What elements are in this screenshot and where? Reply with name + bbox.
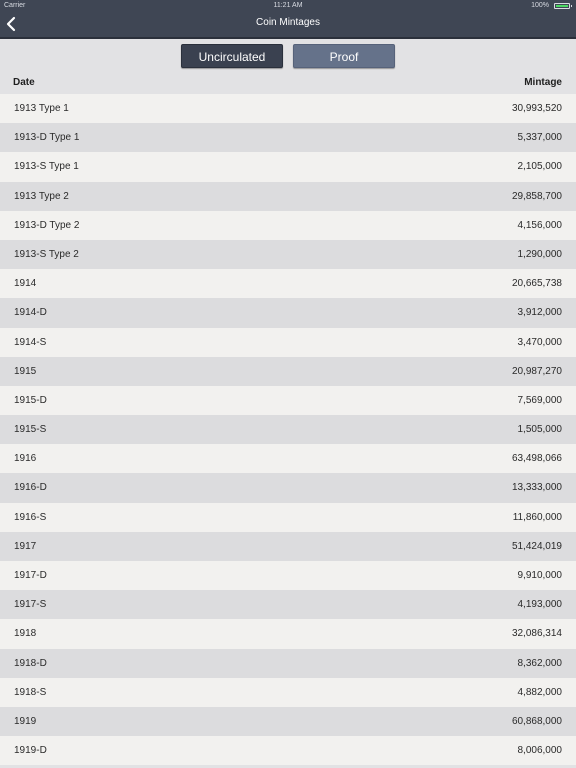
status-time: 11:21 AM xyxy=(273,2,303,9)
row-date: 1914-D xyxy=(14,307,47,319)
row-mintage: 8,006,000 xyxy=(517,745,562,757)
row-mintage: 5,337,000 xyxy=(517,132,562,144)
row-date: 1917-S xyxy=(14,599,47,611)
table-row[interactable] xyxy=(0,182,576,211)
table-row[interactable] xyxy=(0,211,576,240)
table-row[interactable] xyxy=(0,503,576,532)
status-bar xyxy=(0,0,576,12)
row-mintage: 1,505,000 xyxy=(517,424,562,436)
row-date: 1919 xyxy=(14,715,37,727)
row-date: 1915 xyxy=(14,365,37,377)
row-date: 1916-D xyxy=(14,482,47,494)
row-mintage: 9,910,000 xyxy=(517,570,562,581)
battery-icon xyxy=(554,3,570,9)
table-row[interactable] xyxy=(0,415,576,444)
table-row[interactable] xyxy=(0,444,576,473)
row-date: 1913-S Type 1 xyxy=(14,161,79,173)
row-mintage: 7,569,000 xyxy=(517,394,562,406)
table-row[interactable] xyxy=(0,678,576,707)
row-mintage: 20,665,738 xyxy=(511,278,562,290)
row-date: 1916 xyxy=(14,453,37,465)
row-date: 1913-D Type 1 xyxy=(14,132,80,144)
row-date: 1918 xyxy=(14,628,37,640)
row-mintage: 11,860,000 xyxy=(512,511,562,523)
table-row[interactable] xyxy=(0,532,576,561)
row-mintage: 8,362,000 xyxy=(517,657,562,669)
row-date: 1914-S xyxy=(14,336,47,348)
row-date: 1918-S xyxy=(14,686,47,698)
table-row[interactable] xyxy=(0,649,576,678)
row-date: 1913 Type 1 xyxy=(14,103,69,114)
navigation-bar xyxy=(0,12,576,39)
row-date: 1913-D Type 2 xyxy=(14,219,80,231)
table-row[interactable] xyxy=(0,590,576,619)
table-row[interactable] xyxy=(0,619,576,648)
row-mintage: 4,193,000 xyxy=(517,599,562,611)
table-row[interactable] xyxy=(0,240,576,269)
row-mintage: 3,470,000 xyxy=(517,336,562,348)
table-row[interactable] xyxy=(0,298,576,327)
row-mintage: 29,858,700 xyxy=(511,190,562,202)
mintage-column-header: Mintage xyxy=(524,77,562,88)
table-row[interactable] xyxy=(0,707,576,736)
table-row[interactable] xyxy=(0,269,576,298)
row-mintage: 4,882,000 xyxy=(517,686,562,698)
page-title: Coin Mintages xyxy=(256,17,320,28)
row-mintage: 1,290,000 xyxy=(517,248,562,260)
row-mintage: 20,987,270 xyxy=(511,365,562,377)
row-date: 1917 xyxy=(14,540,37,552)
table-row[interactable] xyxy=(0,736,576,765)
row-date: 1916-S xyxy=(14,511,47,523)
table-row[interactable] xyxy=(0,94,576,123)
row-date: 1915-S xyxy=(14,424,47,436)
table-row[interactable] xyxy=(0,152,576,181)
table-row[interactable] xyxy=(0,473,576,502)
row-mintage: 32,086,314 xyxy=(511,628,562,640)
row-mintage: 2,105,000 xyxy=(517,161,562,173)
row-date: 1914 xyxy=(14,278,37,290)
proof-segment-button[interactable]: Proof xyxy=(293,44,395,68)
table-row[interactable] xyxy=(0,123,576,152)
table-row[interactable] xyxy=(0,561,576,590)
row-date: 1913 Type 2 xyxy=(14,190,69,202)
date-column-header: Date xyxy=(13,77,35,88)
table-header xyxy=(0,72,576,94)
row-mintage: 60,868,000 xyxy=(511,715,562,727)
table-row[interactable] xyxy=(0,386,576,415)
carrier-label: Carrier xyxy=(4,2,26,9)
row-mintage: 13,333,000 xyxy=(511,482,562,494)
row-date: 1913-S Type 2 xyxy=(14,248,79,260)
table-row[interactable] xyxy=(0,357,576,386)
row-mintage: 63,498,066 xyxy=(511,453,562,465)
row-mintage: 30,993,520 xyxy=(511,103,562,114)
row-date: 1915-D xyxy=(14,394,47,406)
row-date: 1919-D xyxy=(14,745,47,757)
mintage-table xyxy=(0,94,576,765)
table-row[interactable] xyxy=(0,328,576,357)
row-date: 1918-D xyxy=(14,657,47,669)
battery-percent: 100% xyxy=(531,2,549,9)
row-mintage: 51,424,019 xyxy=(511,540,562,552)
row-mintage: 3,912,000 xyxy=(517,307,562,319)
row-mintage: 4,156,000 xyxy=(517,219,562,231)
uncirculated-segment-button[interactable]: Uncirculated xyxy=(181,44,283,68)
row-date: 1917-D xyxy=(14,570,47,581)
